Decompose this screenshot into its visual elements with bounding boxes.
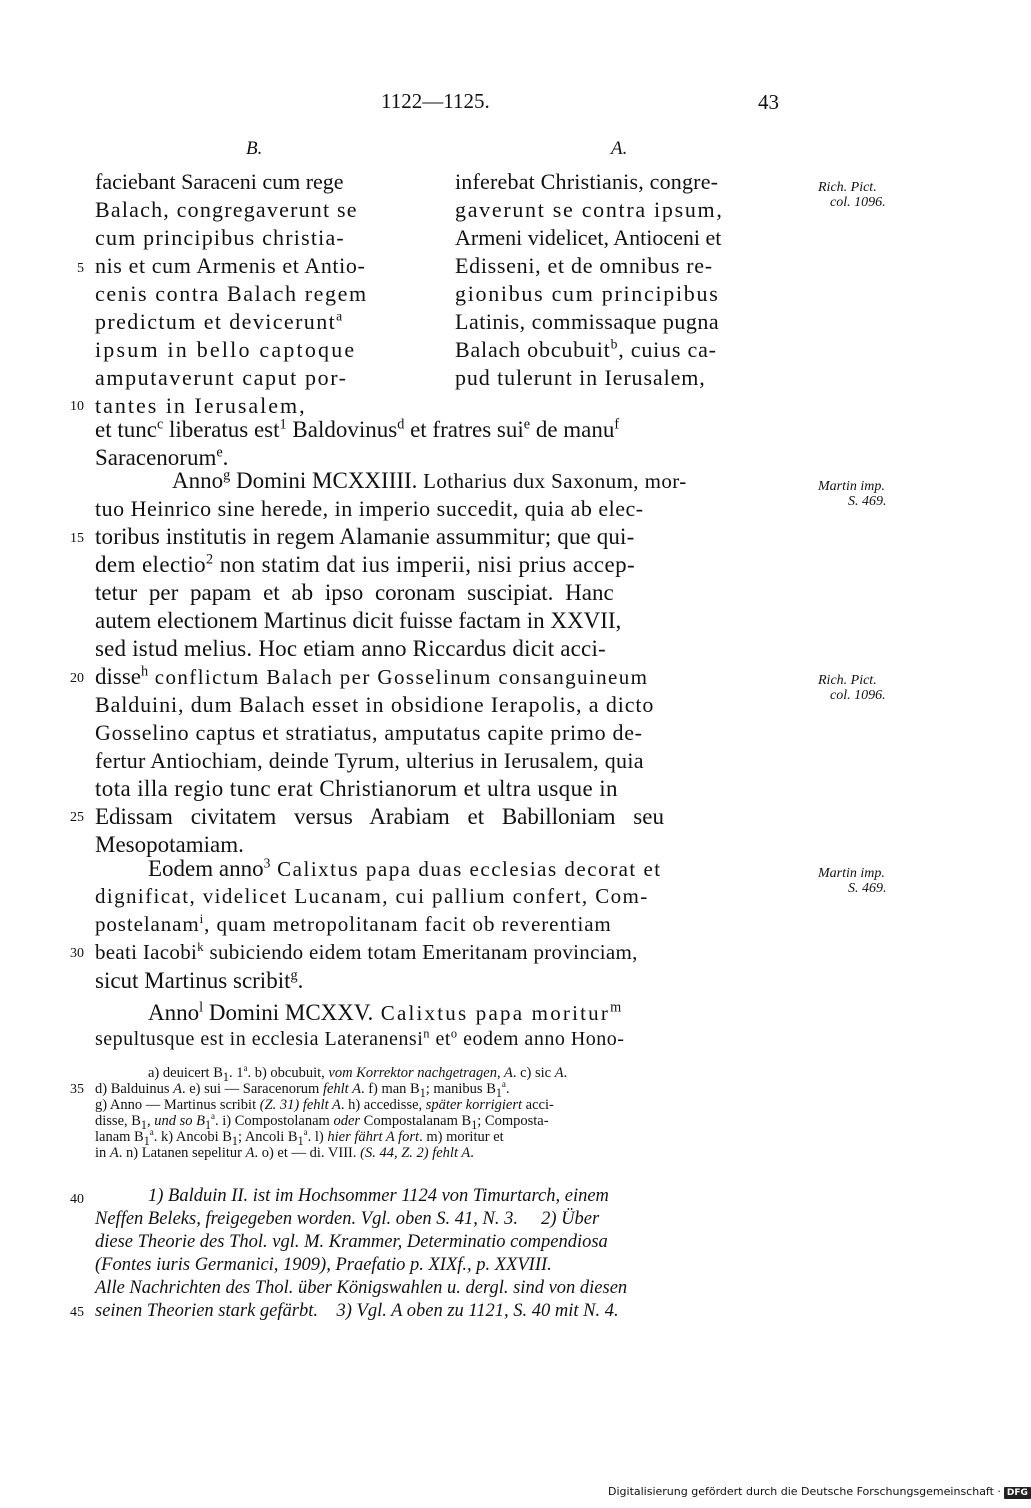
right-col-line-4: Edisseni, et de omnibus re-: [455, 253, 713, 278]
line-number-40: 40: [70, 1192, 84, 1207]
page-number: 43: [758, 90, 779, 114]
line-number-45: 45: [70, 1305, 84, 1320]
line-number-20: 20: [70, 671, 84, 686]
line-number-15: 15: [70, 531, 84, 546]
variant-line-3: g) Anno — Martinus scribit (Z. 31) fehlt A. h) accedisse, später korrigiert acci-: [95, 1097, 554, 1113]
variant-line-1: a) deuicert $B_1$. 1$^a$. b) obcubuit, vom Korrektor nachgetragen, A. c) sic A.: [148, 1063, 568, 1084]
note-line-3: diese Theorie des Thol. vgl. M. Krammer, Determinatio compendiosa: [95, 1232, 608, 1252]
note-line-4: (Fontes iuris Germanici, 1909), Praefatio p. XIXf., p. XXVIII.: [95, 1255, 552, 1275]
body-line-12: Saracenorum$^e$.: [95, 444, 229, 470]
body-line-29: postelanam$^i$, quam metropolitanam facit ob reverentiam: [95, 911, 612, 936]
variant-line-6: in A. n) Latanen sepelitur A. o) et — di. VIII. (S. 44, Z. 2) fehlt A.: [95, 1145, 474, 1161]
column-head-a: A.: [611, 138, 628, 159]
line-number-10: 10: [70, 399, 84, 414]
running-head-years: 1122—1125.: [381, 89, 490, 113]
body-line-13: Anno$^g$ Domini MCXXIIII. Lotharius dux Saxonum, mor-: [172, 467, 687, 493]
body-line-22: Gosselino captus et stratiatus, amputatus capite primo de-: [95, 720, 643, 745]
body-line-33: sepultusque est in ecclesia Lateranensi$^n$ $et^o$ eodem anno Hono-: [95, 1026, 625, 1050]
right-col-line-2: gaverunt se contra ipsum,: [455, 197, 724, 222]
margin-note-martin-imp-1: Martin imp. S. 469.: [818, 479, 887, 509]
body-line-17: tetur per papam et ab ipso coronam suscipiat. Hanc: [95, 580, 614, 605]
note-line-5: Alle Nachrichten des Thol. über Königswahlen u. dergl. sind von diesen: [95, 1278, 628, 1298]
line-number-25: 25: [70, 810, 84, 825]
line-number-30: 30: [70, 946, 84, 961]
body-line-23: fertur Antiochiam, deinde Tyrum, ulterius in Ierusalem, quia: [95, 748, 644, 773]
left-col-line-9: tantes in Ierusalem,: [95, 393, 307, 418]
left-col-line-3: cum principibus christia-: [95, 225, 345, 250]
dfg-logo: DFG: [1004, 1487, 1031, 1499]
variant-line-4: disse, $B_1$, und so $B_1^a$. i) Compostolanam oder Compostalanam $B_1$; Composta-: [95, 1111, 549, 1132]
body-line-27: Eodem anno$^3$ Calixtus papa duas ecclesias decorat et: [148, 855, 662, 881]
body-line-30: beati Iacobi$^k$ subiciendo eidem totam Emeritanam provinciam,: [95, 939, 638, 964]
margin-note-rich-pict-2: Rich. Pict. col. 1096.: [818, 673, 886, 703]
body-line-25: Edissam civitatem versus Arabiam et Babilloniam seu: [95, 804, 664, 829]
body-line-28: dignificat, videlicet Lucanam, cui pallium confert, Com-: [95, 884, 649, 908]
right-col-line-6: Latinis, commissaque pugna: [455, 309, 720, 334]
body-line-15: toribus institutis in regem Alamanie assummitur; que qui-: [95, 524, 635, 549]
left-col-line-2: Balach, congregaverunt se: [95, 197, 358, 222]
margin-note-martin-imp-2: Martin imp. S. 469.: [818, 866, 887, 896]
left-col-line-5: cenis contra Balach regem: [95, 281, 368, 306]
note-line-6: seinen Theorien stark gefärbt. 3) Vgl. A oben zu 1121, S. 40 mit N. 4.: [95, 1301, 619, 1321]
digitization-credit: Digitalisierung gefördert durch die Deutsche Forschungsgemeinschaft · DFG: [608, 1485, 1031, 1499]
note-line-2: Neffen Beleks, freigegeben worden. Vgl. oben S. 41, N. 3. 2) Über: [95, 1209, 600, 1229]
column-head-b: B.: [246, 138, 263, 159]
left-col-line-4: nis et cum Armenis et Antio-: [95, 253, 366, 278]
variant-line-2: d) Balduinus A. e) sui — Saracenorum fehlt A. f) man $B_1$; manibus $B_1^a$.: [95, 1079, 510, 1100]
body-line-32: Anno$^l$ Domini MCXXV. Calixtus papa moritur$^m$: [148, 999, 622, 1025]
body-line-21: Balduini, dum Balach esset in obsidione Ierapolis, a dicto: [95, 692, 655, 717]
left-col-line-8: amputaverunt caput por-: [95, 365, 348, 390]
left-col-line-6: predictum et devicerunt$^a$: [95, 308, 344, 334]
body-line-18: autem electionem Martinus dicit fuisse factam in XXVII,: [95, 608, 622, 633]
left-col-line-1: faciebant Saraceni cum rege: [95, 169, 344, 194]
body-line-14: tuo Heinrico sine herede, in imperio succedit, quia ab elec-: [95, 496, 644, 521]
note-line-1: 1) Balduin II. ist im Hochsommer 1124 von Timurtarch, einem: [148, 1186, 609, 1206]
margin-note-rich-pict-1: Rich. Pict. col. 1096.: [818, 180, 886, 210]
body-line-31: sicut Martinus scribit$^g$.: [95, 967, 304, 993]
right-col-line-1: inferebat Christianis, congre-: [455, 169, 719, 194]
right-col-line-8: pud tulerunt in Ierusalem,: [455, 365, 706, 390]
right-col-line-5: gionibus cum principibus: [455, 281, 720, 306]
line-number-5: 5: [77, 261, 84, 276]
right-col-line-3: Armeni videlicet, Antioceni et: [455, 225, 722, 250]
body-line-20: disse$^h$ conflictum Balach per Gosselinum consanguineum: [95, 663, 649, 689]
body-line-19: sed istud melius. Hoc etiam anno Riccardus dicit acci-: [95, 636, 606, 661]
body-line-16: dem electio$^2$ non statim dat ius imperii, nisi prius accep-: [95, 551, 636, 577]
body-line-24: tota illa regio tunc erat Christianorum et ultra usque in: [95, 776, 618, 801]
right-col-line-7: Balach obcubuit$^b$, cuius ca-: [455, 336, 717, 362]
body-line-11: et tunc$^c$ liberatus est$^1$ Baldovinus$^d$ et fratres sui$^e$ de manu$^f$: [95, 416, 620, 442]
body-line-26: Mesopotamiam.: [95, 832, 244, 857]
variant-line-5: lanam $B_1^a$. k) Ancobi $B_1$; Ancoli $B_1^a$. l) hier fährt A fort. m) moritur et: [95, 1127, 504, 1148]
left-col-line-7: ipsum in bello captoque: [95, 337, 357, 362]
line-number-35: 35: [70, 1082, 84, 1097]
